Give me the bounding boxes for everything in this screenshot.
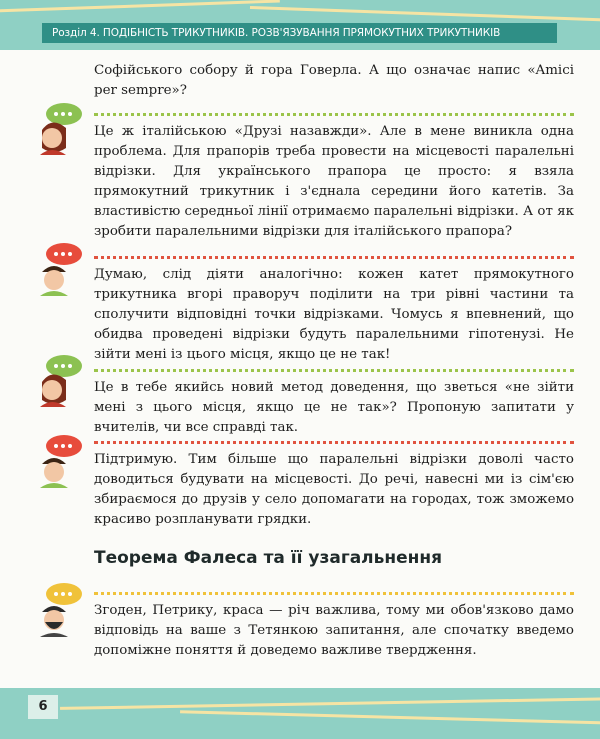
dialog-boy-1 [94,256,574,365]
boy-avatar-icon [34,432,86,490]
dialog-continuation [94,61,574,101]
teacher-avatar-icon [34,580,86,638]
dialog-text: Софійського собору й гора Говерла. А що означає напис «Amici per sempre»? [94,63,574,98]
dialog-text: Згоден, Петрику, краса — річ важлива, тому ми обов'язково дамо відповідь на ваше з Тетянкою запитання, але спочатку введемо допоміжне поняття й доведемо важливе твердження. [94,603,574,658]
dialog-text: Думаю, слід діяти аналогічно: кожен катет прямокутного трикутника вгорі праворуч поділити на три рівні частини та сполучити відповідні точки відрізками. Чомусь я впевнений, що обидва проведені відрізки будуть паралельними гіпотенузі. Не зійти мені із цього місця, якщо це не так! [94,267,574,362]
dialog-divider [94,256,574,259]
girl-avatar-icon [34,100,86,158]
dialog-text: Це в тебе якийсь новий метод доведення, що зветься «не зійти мені з цього місця, якщо це не так»? Пропоную запитати у вчителів, чи все справді так. [94,380,574,435]
dialog-divider [94,113,574,116]
dialog-boy-2 [94,441,574,530]
dialog-girl-1 [94,113,574,242]
page-footer [0,688,600,739]
dialog-text: Це ж італійською «Друзі назавжди». Але в мене виникла одна проблема. Для прапорів треба провести на місцевості паралельні відрізки. Для українського прапора це просто: я взяла прямокутний трикутник і з'єднала середини його катетів. За властивістю середньої лінії отримаємо паралельні відрізки. А от як зробити паралельними відрізки для італійського прапора? [94,124,574,239]
boy-avatar-icon [34,240,86,298]
dialog-divider [94,369,574,372]
section-heading: Теорема Фалеса та її узагальнення [94,548,443,568]
page-number: 6 [28,695,58,719]
chapter-title: Розділ 4. ПОДІБНІСТЬ ТРИКУТНИКІВ. РОЗВ'ЯЗУВАННЯ ПРЯМОКУТНИХ ТРИКУТНИКІВ [42,23,557,43]
dialog-divider [94,592,574,595]
dialog-text: Підтримую. Тим більше що паралельні відрізки доволі часто доводиться будувати на місцевості. До речі, навесні ми із сім'єю збираємося до друзів у село допомагати на городах, тож зможемо красиво розпланувати грядки. [94,452,574,527]
dialog-girl-2 [94,369,574,438]
dialog-divider [94,441,574,444]
girl-avatar-icon [34,352,86,410]
dialog-teacher [94,592,574,661]
